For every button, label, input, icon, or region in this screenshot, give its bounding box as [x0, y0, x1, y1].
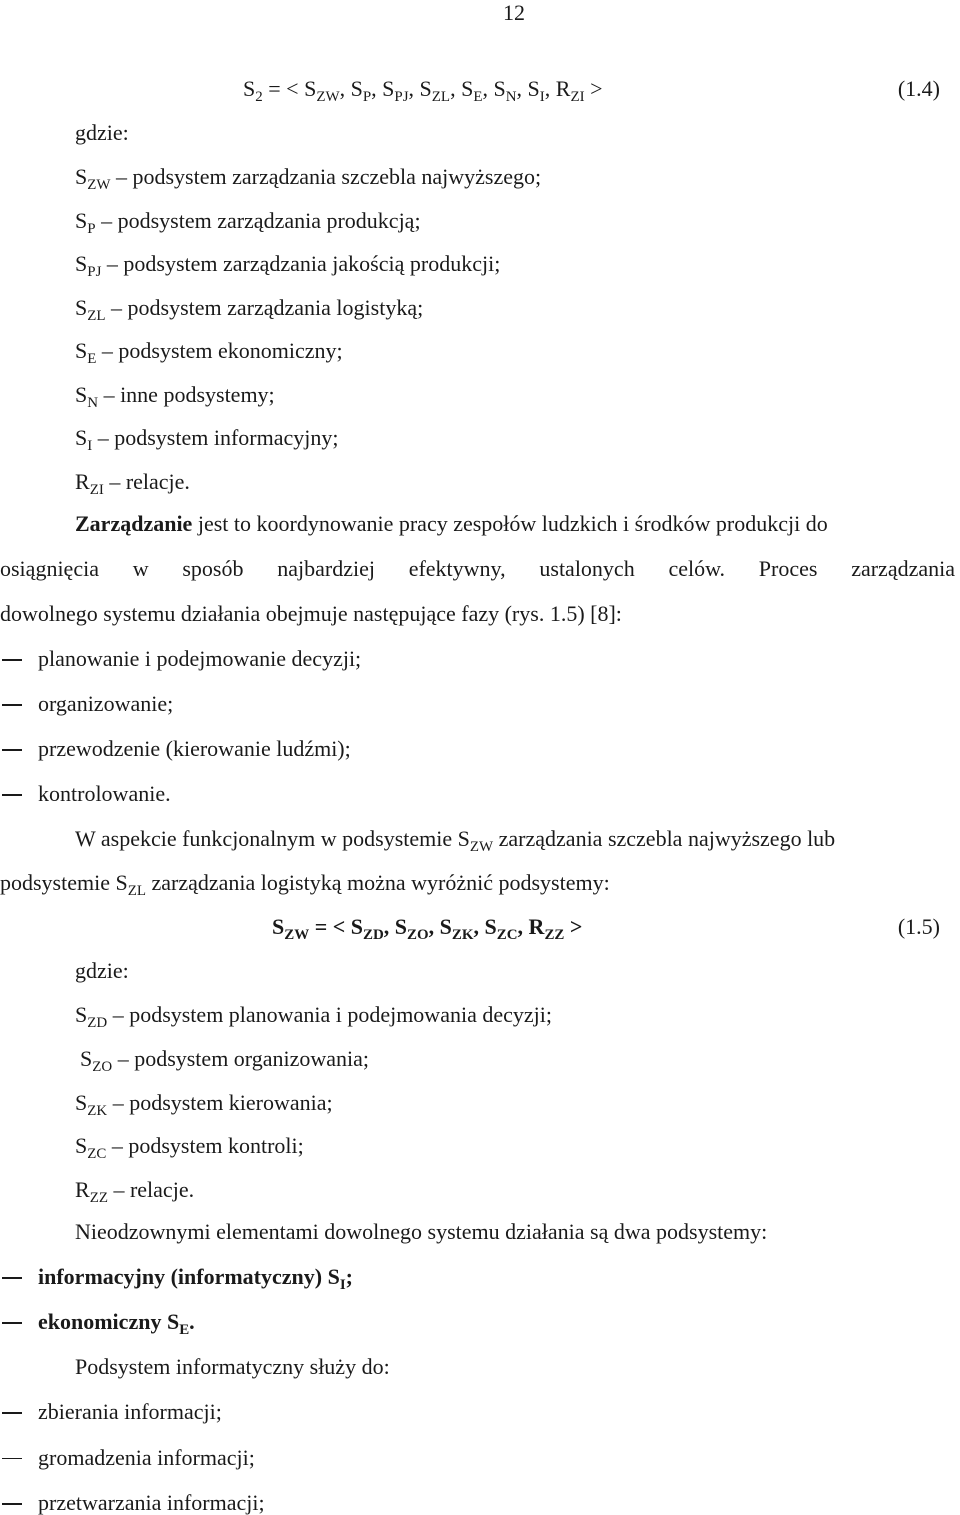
eq-term-symbol: S	[382, 76, 395, 101]
definition-text: – relacje.	[103, 468, 190, 494]
definition-symbol-sub: I	[87, 437, 93, 454]
definition-symbol-sub: ZI	[89, 481, 104, 498]
para1-line3: dowolnego systemu działania obejmuje następujące fazy (rys. 1.5) [8]:	[0, 601, 622, 626]
definition-symbol: S	[75, 425, 88, 450]
definition-symbol: S	[75, 1089, 88, 1115]
eq14-open: = <	[262, 76, 305, 101]
para2-b-sub: ZL	[127, 882, 147, 899]
para2-a-rest: zarządzania szczebla najwyższego lub	[493, 826, 836, 851]
eq-term-sep: ,	[473, 914, 485, 939]
definition-text: – podsystem zarządzania logistyką;	[105, 294, 424, 320]
definition-symbol: S	[75, 207, 88, 233]
equation-1-5	[272, 916, 582, 943]
definition-text: – podsystem zarządzania szczebla najwyższego;	[110, 164, 542, 189]
definition-text: – podsystem kontroli;	[106, 1133, 304, 1159]
eq15-lhs: S	[272, 914, 285, 939]
definition-text: – podsystem ekonomiczny;	[96, 338, 343, 363]
definition-text: – podsystem organizowania;	[112, 1045, 370, 1071]
eq-term-sub: ZC	[496, 926, 518, 943]
definition-symbol: R	[75, 1177, 90, 1203]
eq-term-symbol: S	[350, 914, 364, 939]
definition-symbol: R	[75, 468, 90, 494]
para2-line2	[0, 872, 610, 899]
list-item: gromadzenia informacji;	[38, 1444, 255, 1470]
eq-term-sep: ,	[371, 76, 383, 101]
dash-bullet	[2, 1322, 22, 1324]
eq-term-sep: ,	[408, 76, 420, 101]
list-item-text: informacyjny (informatyczny) S	[38, 1264, 340, 1289]
eq-term-symbol: R	[555, 76, 571, 101]
eq-term-sep: ,	[450, 76, 462, 101]
definition-row	[75, 253, 500, 280]
definition-symbol: S	[75, 381, 88, 407]
list-item: zbierania informacji;	[38, 1399, 222, 1424]
eq-term-symbol: S	[439, 914, 452, 939]
eq-term-symbol: S	[493, 76, 506, 101]
eq-term-symbol: S	[419, 76, 432, 101]
eq-term-sep: ,	[383, 914, 395, 939]
para1-line1-rest: jest to koordynowanie pracy zespołów ludzkich i środków produkcji do	[192, 511, 828, 536]
definition-row	[75, 1179, 194, 1206]
para2-line1	[75, 828, 835, 855]
para1-line1	[75, 513, 955, 535]
list-item: organizowanie;	[38, 691, 174, 716]
eq-term-sep: ,	[516, 76, 528, 101]
eq-term-sep: ,	[339, 76, 351, 101]
list-item-sub: I	[339, 1276, 346, 1293]
dash-bullet	[2, 1503, 22, 1505]
eq-term-sep: >	[564, 914, 583, 939]
eq-term-sub: ZL	[431, 88, 451, 105]
eq15-number: (1.5)	[897, 914, 940, 939]
definition-symbol-sub: N	[87, 394, 99, 411]
eq-term-sep: ,	[517, 914, 529, 939]
dash-bullet	[2, 1412, 22, 1414]
eq-term-symbol: S	[394, 914, 408, 939]
definition-text: – podsystem zarządzania produkcją;	[95, 207, 421, 233]
eq-term-sub: ZK	[451, 926, 474, 943]
definition-symbol-sub: ZD	[87, 1014, 108, 1031]
eq14-lhs: S	[243, 76, 256, 101]
definition-row	[75, 427, 338, 454]
list-item-sub: E	[179, 1321, 190, 1338]
definition-symbol: S	[75, 294, 88, 320]
definition-row	[75, 468, 190, 498]
definition-row	[75, 207, 421, 237]
para1-bold-term: Zarządzanie	[75, 511, 193, 536]
eq-term-sub: ZZ	[544, 926, 565, 943]
definition-symbol: S	[80, 1045, 93, 1071]
para4: Podsystem informatyczny służy do:	[75, 1354, 390, 1379]
eq-term-symbol: R	[528, 914, 545, 939]
definition-symbol-sub: E	[87, 350, 97, 367]
eq-term-sub: ZD	[363, 926, 384, 943]
gdzie-label-1: gdzie:	[75, 120, 129, 145]
dash-bullet	[2, 704, 22, 706]
dash-bullet	[2, 659, 22, 661]
eq-term-sep: ,	[482, 76, 494, 101]
eq-term-sub: ZI	[570, 88, 585, 105]
eq14-terms	[304, 76, 603, 105]
gdzie-label-2: gdzie:	[75, 958, 129, 983]
definition-symbol-sub: ZK	[87, 1102, 108, 1119]
list-item: przewodzenie (kierowanie ludźmi);	[38, 736, 351, 761]
definition-symbol-sub: ZL	[87, 307, 106, 324]
definition-row	[75, 1004, 552, 1031]
eq-term-sub: ZW	[316, 88, 340, 105]
list-item-text: ekonomiczny S	[38, 1309, 180, 1334]
definition-symbol: S	[75, 164, 88, 189]
eq-term-sub: P	[362, 88, 372, 105]
equation-1-4	[243, 78, 602, 105]
eq-term-symbol: S	[484, 914, 497, 939]
eq-term-sep: ,	[544, 76, 556, 101]
eq-term-symbol: S	[461, 76, 474, 101]
definition-symbol-sub: P	[87, 220, 96, 237]
para1-line2: osiągnięcia w sposób najbardziej efektywny, ustalonych celów. Proces zarządzania	[0, 556, 955, 581]
para2-b: podsystemie S	[0, 870, 128, 895]
eq-term-sep: >	[584, 76, 603, 101]
dash-bullet	[2, 749, 22, 751]
eq-term-sub: PJ	[394, 88, 409, 105]
definition-symbol-sub: ZZ	[89, 1189, 108, 1206]
definition-row	[75, 1135, 304, 1162]
eq-term-sub: ZO	[407, 926, 429, 943]
definition-text: – podsystem zarządzania jakością produkcji;	[101, 251, 501, 276]
list-item-end: ;	[345, 1264, 353, 1289]
list-item	[38, 1311, 195, 1338]
definition-text: – podsystem informacyjny;	[92, 425, 339, 450]
eq-term-sub: E	[473, 88, 483, 105]
list-item	[38, 1266, 353, 1293]
eq15-lhs-sub: ZW	[284, 926, 310, 943]
list-item: przetwarzania informacji;	[38, 1490, 265, 1515]
definition-text: – inne podsystemy;	[98, 381, 275, 407]
definition-symbol: S	[75, 338, 88, 363]
dash-bullet	[2, 1458, 22, 1460]
list-item-end: .	[189, 1309, 195, 1334]
dash-bullet	[2, 794, 22, 796]
eq15-terms	[350, 914, 583, 943]
para3: Nieodzownymi elementami dowolnego systemu działania są dwa podsystemy:	[75, 1219, 768, 1244]
definition-symbol: S	[75, 1133, 88, 1159]
para2-a-sub: ZW	[469, 838, 494, 855]
page-number: 12	[503, 0, 525, 25]
definition-row	[75, 166, 541, 193]
definition-row	[80, 1045, 370, 1075]
definition-symbol-sub: ZC	[87, 1146, 107, 1163]
definition-symbol-sub: ZO	[92, 1058, 113, 1075]
eq15-open: = <	[309, 914, 351, 939]
eq-term-symbol: S	[527, 76, 540, 101]
definition-row	[75, 1089, 333, 1119]
para2-a: W aspekcie funkcjonalnym w podsystemie S	[75, 826, 470, 851]
definition-row	[75, 294, 424, 324]
definition-symbol-sub: ZW	[87, 176, 111, 193]
list-item: kontrolowanie.	[38, 781, 171, 806]
eq-term-symbol: S	[304, 76, 317, 101]
eq-term-sub: N	[505, 88, 517, 105]
definition-row	[75, 381, 275, 411]
list-item: planowanie i podejmowanie decyzji;	[38, 646, 362, 671]
eq-term-sub: I	[539, 88, 545, 105]
para2-b-rest: zarządzania logistyką można wyróżnić podsystemy:	[146, 870, 610, 895]
definition-symbol: S	[75, 1002, 88, 1027]
eq14-lhs-sub: 2	[255, 88, 263, 105]
definition-text: – relacje.	[107, 1177, 195, 1203]
definition-text: – podsystem kierowania;	[107, 1089, 333, 1115]
definition-text: – podsystem planowania i podejmowania decyzji;	[107, 1002, 552, 1027]
eq-term-sep: ,	[428, 914, 440, 939]
dash-bullet	[2, 1277, 22, 1279]
definition-row	[75, 340, 343, 367]
definition-symbol-sub: PJ	[87, 263, 102, 280]
definition-symbol: S	[75, 251, 88, 276]
eq-term-symbol: S	[350, 76, 363, 101]
eq14-number: (1.4)	[897, 76, 940, 101]
